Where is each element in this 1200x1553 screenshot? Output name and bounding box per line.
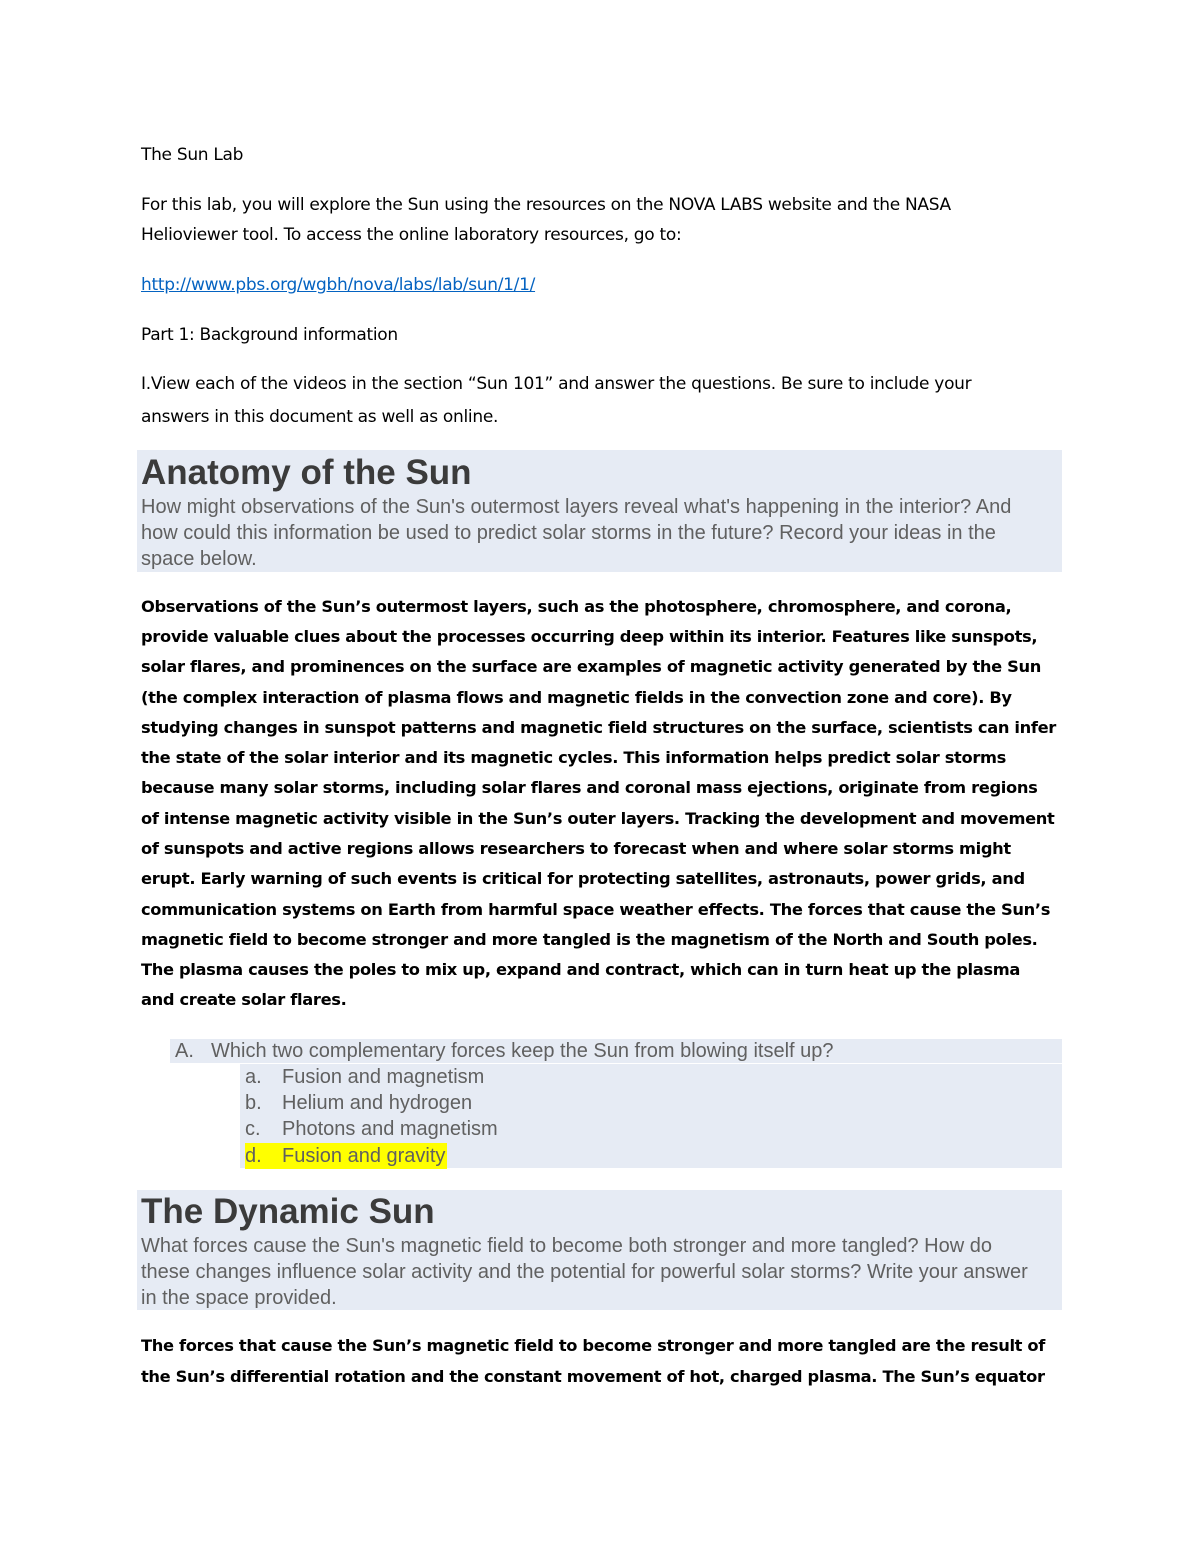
section-dynamic-desc-3: in the space provided. xyxy=(141,1287,337,1309)
answer-line: erupt. Early warning of such events is critical for protecting satellites, astronauts, power grids, and xyxy=(141,869,1025,888)
option-a xyxy=(245,1064,486,1090)
answer-line: studying changes in sunspot patterns and magnetic field structures on the surface, scientists can infer xyxy=(141,718,1056,737)
option-letter: b. xyxy=(245,1092,262,1114)
intro-line-1: For this lab, you will explore the Sun using the resources on the NOVA LABS website and the NASA xyxy=(141,195,951,215)
answer-line: Observations of the Sun’s outermost layers, such as the photosphere, chromosphere, and corona, xyxy=(141,597,1012,616)
answer-line: the state of the solar interior and its magnetic cycles. This information helps predict solar storms xyxy=(141,748,1006,767)
section-dynamic-desc-1: What forces cause the Sun's magnetic field to become both stronger and more tangled? How do xyxy=(141,1235,992,1257)
nova-labs-link[interactable]: http://www.pbs.org/wgbh/nova/labs/lab/sun/1/1/ xyxy=(141,275,536,295)
lab-link-paragraph xyxy=(141,270,1061,300)
option-text: Photons and magnetism xyxy=(282,1118,498,1140)
section-anatomy-desc-3: space below. xyxy=(141,548,257,570)
option-text: Helium and hydrogen xyxy=(282,1092,473,1114)
option-text: Fusion and magnetism xyxy=(282,1066,485,1088)
answer-line: because many solar storms, including solar flares and coronal mass ejections, originate from regions xyxy=(141,778,1038,797)
answer-line: the Sun’s differential rotation and the constant movement of hot, charged plasma. The Sun’s equator xyxy=(141,1367,1045,1386)
question-a xyxy=(175,1038,834,1064)
section-anatomy-title: Anatomy of the Sun xyxy=(141,453,472,492)
option-b xyxy=(245,1090,474,1116)
option-letter: a. xyxy=(245,1066,262,1088)
answer-line: and create solar flares. xyxy=(141,990,347,1009)
option-c xyxy=(245,1116,500,1142)
section-dynamic-title: The Dynamic Sun xyxy=(141,1192,435,1231)
question-a-letter: A. xyxy=(175,1040,194,1062)
intro-line-2: Helioviewer tool. To access the online laboratory resources, go to: xyxy=(141,225,682,245)
option-d-selected xyxy=(245,1143,447,1169)
section-dynamic-desc-2: these changes influence solar activity and the potential for powerful solar storms? Write your answer xyxy=(141,1261,1028,1283)
answer-line: The plasma causes the poles to mix up, expand and contract, which can in turn heat up the plasma xyxy=(141,960,1020,979)
instruction-line-2: answers in this document as well as online. xyxy=(141,407,499,427)
answer-line: The forces that cause the Sun’s magnetic field to become stronger and more tangled are the result of xyxy=(141,1336,1046,1355)
option-text: Fusion and gravity xyxy=(282,1145,446,1167)
answer-line: of intense magnetic activity visible in the Sun’s outer layers. Tracking the development and movement xyxy=(141,809,1055,828)
answer-line: (the complex interaction of plasma flows and magnetic fields in the convection zone and core). By xyxy=(141,688,1012,707)
option-letter: d. xyxy=(245,1145,262,1167)
answer-line: solar flares, and prominences on the surface are examples of magnetic activity generated by the Sun xyxy=(141,657,1042,676)
answer-line: of sunspots and active regions allows researchers to forecast when and where solar storms might xyxy=(141,839,1011,858)
answer-line: provide valuable clues about the processes occurring deep within its interior. Features like sunspots, xyxy=(141,627,1038,646)
instruction-line-1: I.View each of the videos in the section “Sun 101” and answer the questions. Be sure to include your xyxy=(141,374,972,394)
part-heading: Part 1: Background information xyxy=(141,325,398,345)
answer-line: magnetic field to become stronger and more tangled is the magnetism of the North and South poles. xyxy=(141,930,1038,949)
answer-line: communication systems on Earth from harmful space weather effects. The forces that cause the Sun’s xyxy=(141,900,1051,919)
document-title: The Sun Lab xyxy=(141,145,244,165)
section-anatomy-desc-2: how could this information be used to predict solar storms in the future? Record your ideas in the xyxy=(141,522,996,544)
section-anatomy-desc-1: How might observations of the Sun's outermost layers reveal what's happening in the interior? And xyxy=(141,496,1012,518)
question-a-text: Which two complementary forces keep the Sun from blowing itself up? xyxy=(211,1040,834,1062)
option-letter: c. xyxy=(245,1118,261,1140)
